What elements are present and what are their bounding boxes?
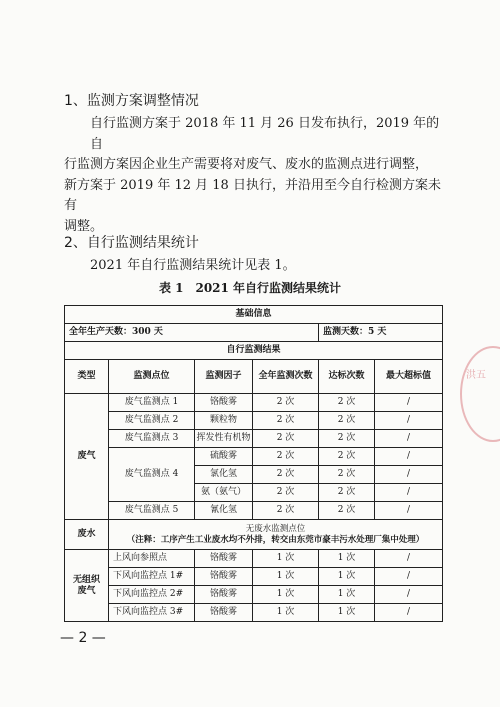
factor-cell: 铬酸雾 xyxy=(195,568,253,586)
monitoring-days: 监测天数：5 天 xyxy=(319,324,443,342)
ok-cell: 1 次 xyxy=(319,586,375,604)
table-title: 表 1 2021 年自行监测结果统计 xyxy=(158,281,342,295)
point-cell: 废气监测点 1 xyxy=(109,394,195,412)
type-label-line: 无组织 xyxy=(72,574,100,585)
seal-text: 洪五 xyxy=(466,370,486,381)
factor-cell: 氰化氢 xyxy=(195,502,253,520)
table-row xyxy=(65,520,443,550)
ok-cell: 2 次 xyxy=(319,484,375,502)
column-header: 全年监测次数 xyxy=(253,360,319,394)
table-row xyxy=(65,448,443,466)
max-cell: / xyxy=(375,586,443,604)
max-cell: / xyxy=(375,466,443,484)
ok-cell: 2 次 xyxy=(319,394,375,412)
column-header: 类型 xyxy=(65,360,109,394)
max-cell: / xyxy=(375,550,443,568)
point-cell: 废气监测点 3 xyxy=(109,430,195,448)
table-row xyxy=(65,502,443,520)
count-cell: 1 次 xyxy=(253,586,319,604)
page-number: — 2 — xyxy=(60,630,106,646)
ok-cell: 2 次 xyxy=(319,448,375,466)
point-cell: 废气监测点 4 xyxy=(109,448,195,502)
point-cell: 下风向监控点 1# xyxy=(109,568,195,586)
official-seal xyxy=(460,346,500,442)
factor-cell: 铬酸雾 xyxy=(195,550,253,568)
wastewater-line: 无废水监测点位 xyxy=(245,523,306,534)
count-cell: 2 次 xyxy=(253,394,319,412)
max-cell: / xyxy=(375,568,443,586)
point-cell: 废气监测点 5 xyxy=(109,502,195,520)
paragraph-line: 自行监测方案于 2018 年 11 月 26 日发布执行，2019 年的自 xyxy=(90,116,440,152)
table-row xyxy=(65,394,443,412)
count-cell: 2 次 xyxy=(253,412,319,430)
count-cell: 1 次 xyxy=(253,604,319,622)
point-cell: 废气监测点 2 xyxy=(109,412,195,430)
point-cell: 下风向监控点 3# xyxy=(109,604,195,622)
paragraph-line: 调整。 xyxy=(64,218,104,234)
count-cell: 2 次 xyxy=(253,484,319,502)
section-heading-1: 1、监测方案调整情况 xyxy=(64,93,199,109)
ok-cell: 2 次 xyxy=(319,412,375,430)
table-row xyxy=(65,586,443,604)
count-cell: 2 次 xyxy=(253,430,319,448)
table-row xyxy=(65,430,443,448)
column-header: 监测点位 xyxy=(109,360,195,394)
table-row xyxy=(65,550,443,568)
table-row xyxy=(65,604,443,622)
section-paragraph-1 xyxy=(64,114,444,237)
factor-cell: 挥发性有机物 xyxy=(195,430,253,448)
type-cell xyxy=(65,550,109,622)
factor-cell: 铬酸雾 xyxy=(195,604,253,622)
max-cell: / xyxy=(375,604,443,622)
ok-cell: 2 次 xyxy=(319,466,375,484)
max-cell: / xyxy=(375,502,443,520)
ok-cell: 1 次 xyxy=(319,568,375,586)
column-header: 最大超标值 xyxy=(375,360,443,394)
results-header: 自行监测结果 xyxy=(65,342,443,360)
max-cell: / xyxy=(375,484,443,502)
max-cell: / xyxy=(375,412,443,430)
paragraph-line: 新方案于 2019 年 12 月 18 日执行，并沿用至今自行检测方案未有 xyxy=(64,177,441,213)
count-cell: 1 次 xyxy=(253,550,319,568)
type-cell: 废气 xyxy=(65,394,109,520)
max-cell: / xyxy=(375,394,443,412)
factor-cell: 氨（氨气） xyxy=(195,484,253,502)
wastewater-line: （注释：工序产生工业废水均不外排，转交由东莞市豪丰污水处理厂集中处理） xyxy=(126,534,425,545)
count-cell: 2 次 xyxy=(253,502,319,520)
ok-cell: 1 次 xyxy=(319,604,375,622)
factor-cell: 铬酸雾 xyxy=(195,586,253,604)
table-header-row xyxy=(65,360,443,394)
section-heading-2: 2、自行监测结果统计 xyxy=(64,235,199,251)
production-days: 全年生产天数：300 天 xyxy=(65,324,319,342)
basic-info-header: 基础信息 xyxy=(65,306,443,324)
count-cell: 2 次 xyxy=(253,448,319,466)
factor-cell: 氯化氢 xyxy=(195,466,253,484)
max-cell: / xyxy=(375,448,443,466)
type-label-line: 废气 xyxy=(77,585,96,596)
table-row xyxy=(65,412,443,430)
wastewater-note xyxy=(109,520,443,550)
point-cell: 上风向参照点 xyxy=(109,550,195,568)
factor-cell: 硫酸雾 xyxy=(195,448,253,466)
column-header: 达标次数 xyxy=(319,360,375,394)
paragraph-line: 行监测方案因企业生产需要将对废气、废水的监测点进行调整， xyxy=(64,157,429,172)
table-row xyxy=(65,568,443,586)
ok-cell: 2 次 xyxy=(319,430,375,448)
count-cell: 1 次 xyxy=(253,568,319,586)
factor-cell: 颗粒物 xyxy=(195,412,253,430)
column-header: 监测因子 xyxy=(195,360,253,394)
point-cell: 下风向监控点 2# xyxy=(109,586,195,604)
section-intro-2: 2021 年自行监测结果统计见表 1。 xyxy=(90,258,296,273)
results-table xyxy=(64,305,443,622)
max-cell: / xyxy=(375,430,443,448)
count-cell: 2 次 xyxy=(253,466,319,484)
type-cell: 废水 xyxy=(65,520,109,550)
factor-cell: 铬酸雾 xyxy=(195,394,253,412)
ok-cell: 1 次 xyxy=(319,550,375,568)
ok-cell: 2 次 xyxy=(319,502,375,520)
